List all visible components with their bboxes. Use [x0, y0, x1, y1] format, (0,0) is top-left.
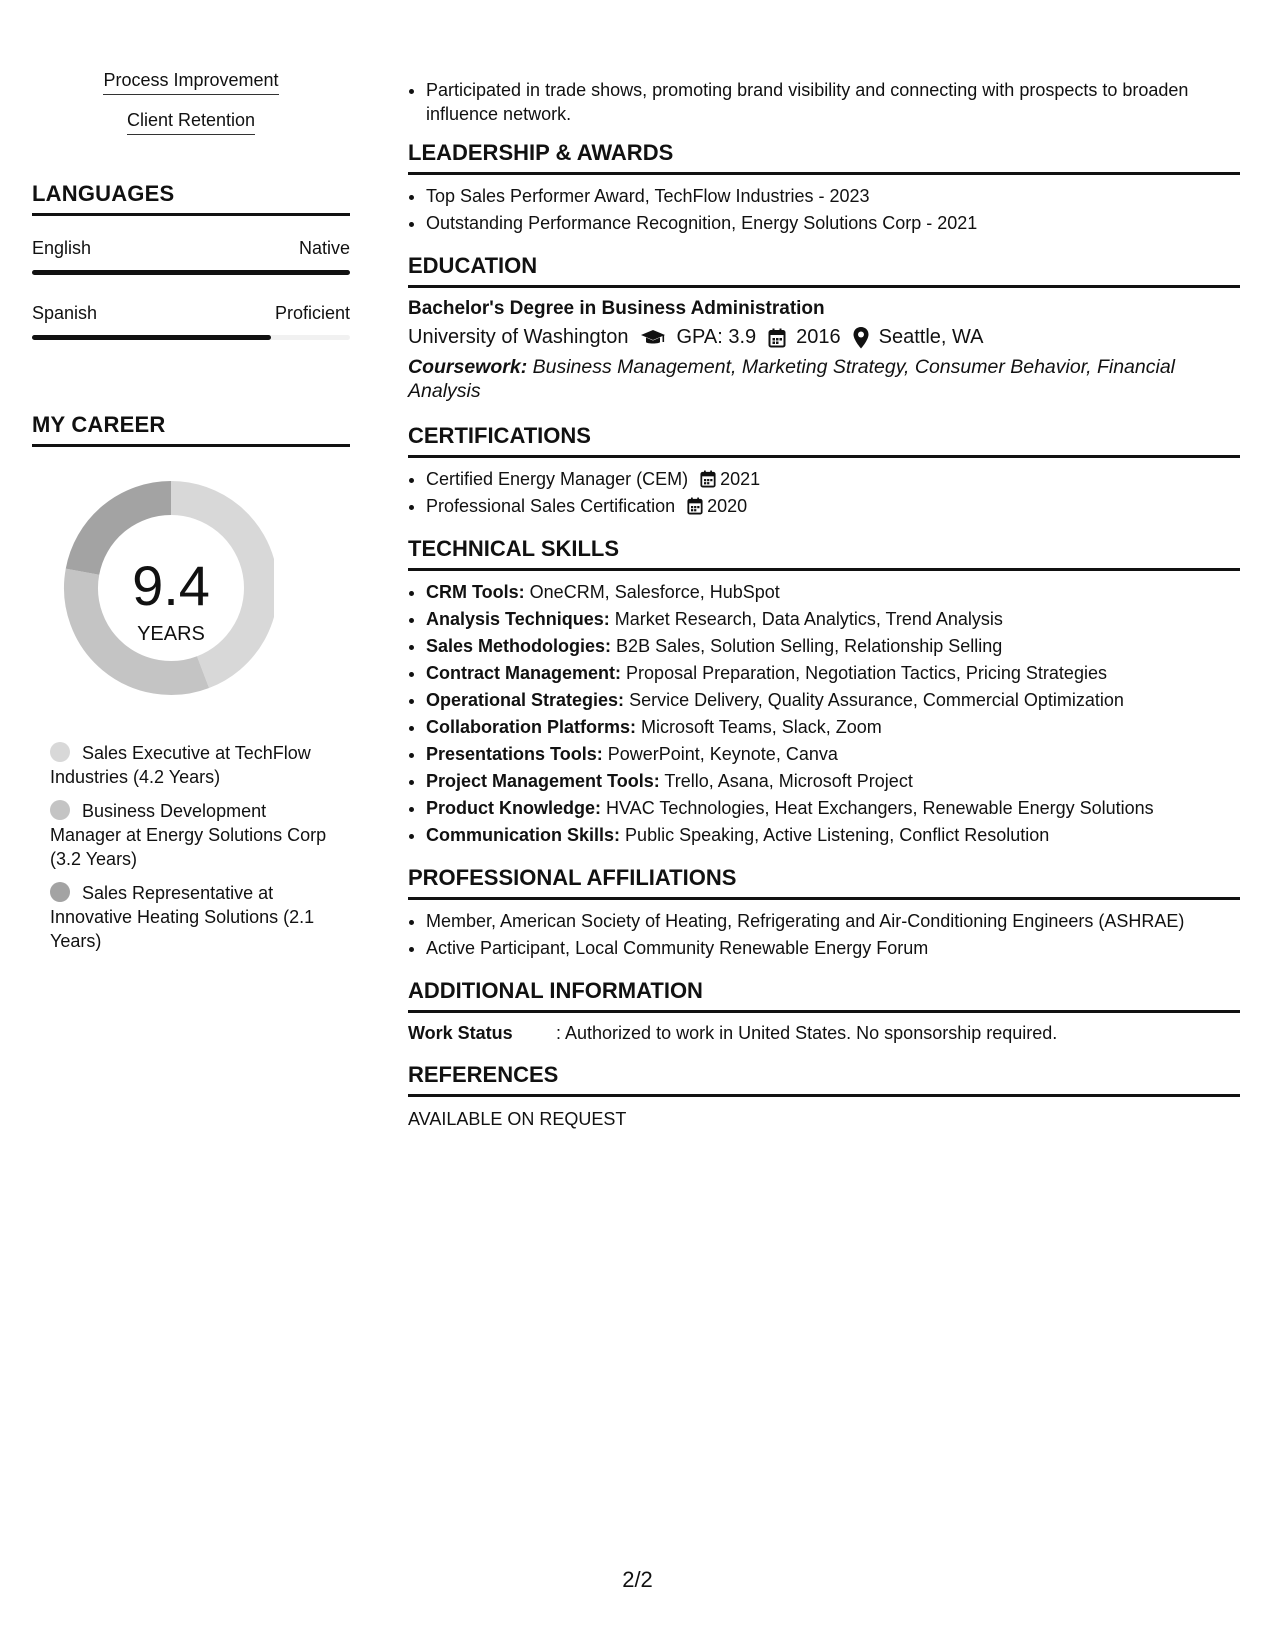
list-item: • Outstanding Performance Recognition, Energy Solutions Corp - 2021 [426, 210, 1240, 237]
languages-heading: LANGUAGES [32, 181, 350, 216]
language-row [32, 238, 350, 275]
education-section [408, 253, 1240, 403]
experience-continued-list [408, 78, 1240, 126]
language-bar-fill [32, 270, 350, 275]
skill-category: Sales Methodologies: [426, 636, 612, 656]
language-row [32, 303, 350, 340]
sidebar [32, 70, 350, 963]
language-bar [32, 270, 350, 275]
affiliations-section [408, 865, 1240, 962]
skill-values: Proposal Preparation, Negotiation Tactics, Pricing Strategies [626, 663, 1107, 683]
skill-category: Product Knowledge: [426, 798, 601, 818]
graduation-year: 2016 [796, 326, 841, 348]
language-bar-fill [32, 335, 271, 340]
language-level: Native [298, 238, 350, 258]
career-legend-item [50, 741, 330, 789]
skill-values: HVAC Technologies, Heat Exchangers, Renewable Energy Solutions [606, 798, 1154, 818]
list-item: • Member, American Society of Heating, Refrigerating and Air-Conditioning Engineers (ASHRAE) [426, 908, 1240, 935]
legend-dot-icon [50, 800, 70, 820]
technical-skills-section [408, 536, 1240, 849]
map-pin-icon [853, 327, 869, 349]
skill-values: B2B Sales, Solution Selling, Relationship Selling [616, 636, 1003, 656]
skill-values: Public Speaking, Active Listening, Conflict Resolution [625, 825, 1050, 845]
skill-values: PowerPoint, Keynote, Canva [607, 744, 838, 764]
language-name: Spanish [32, 303, 98, 323]
skill-category: Analysis Techniques: [426, 609, 610, 629]
graduation-cap-icon [640, 329, 666, 347]
career-legend-label: Sales Executive at TechFlow Industries (4.2 Years) [50, 743, 311, 787]
gpa: GPA: 3.9 [676, 326, 757, 348]
certification-year: 2020 [707, 496, 748, 516]
list-item [426, 579, 1240, 606]
section-heading: LEADERSHIP & AWARDS [408, 140, 1240, 175]
degree-title: Bachelor's Degree in Business Administration [408, 298, 825, 319]
certification-year: 2021 [720, 469, 761, 489]
career-legend-item [50, 881, 330, 953]
skill-tag [32, 110, 350, 135]
school-location: Seattle, WA [878, 326, 984, 348]
skill-values: OneCRM, Salesforce, HubSpot [529, 582, 780, 602]
calendar-icon [700, 470, 716, 488]
list-item [426, 633, 1240, 660]
calendar-icon [687, 497, 703, 515]
work-status-label: Work Status [408, 1023, 513, 1043]
section-heading: PROFESSIONAL AFFILIATIONS [408, 865, 1240, 900]
legend-dot-icon [50, 882, 70, 902]
skill-values: Service Delivery, Quality Assurance, Commercial Optimization [629, 690, 1124, 710]
list-item [426, 466, 1240, 493]
list-item [426, 741, 1240, 768]
list-item [426, 768, 1240, 795]
career-legend [32, 741, 350, 953]
section-heading: ADDITIONAL INFORMATION [408, 978, 1240, 1013]
references-section [408, 1062, 1240, 1130]
list-item [426, 493, 1240, 520]
additional-info-section [408, 978, 1240, 1044]
list-item: • Participated in trade shows, promoting brand visibility and connecting with prospects to broaden influence network. [426, 78, 1240, 126]
list-item [426, 795, 1240, 822]
certification-name: Certified Energy Manager (CEM) [426, 469, 689, 489]
language-level: Proficient [274, 303, 350, 323]
leadership-list [408, 183, 1240, 237]
language-bar [32, 335, 350, 340]
section-heading: EDUCATION [408, 253, 1240, 288]
skill-tag [32, 70, 350, 95]
work-status-row [408, 1023, 1240, 1044]
skill-category: Contract Management: [426, 663, 622, 683]
references-text: AVAILABLE ON REQUEST [408, 1109, 627, 1129]
coursework [408, 355, 1240, 403]
coursework-label: Coursework: [408, 356, 528, 378]
skill-category: Presentations Tools: [426, 744, 603, 764]
list-item [426, 687, 1240, 714]
calendar-icon [768, 328, 786, 348]
list-item [426, 822, 1240, 849]
skill-values: Trello, Asana, Microsoft Project [664, 771, 913, 791]
skill-category: CRM Tools: [426, 582, 525, 602]
career-unit: YEARS [137, 623, 205, 645]
education-details [408, 326, 1240, 349]
list-item [426, 714, 1240, 741]
work-status-value: : Authorized to work in United States. No sponsorship required. [556, 1023, 1058, 1043]
career-total: 9.4 [132, 554, 210, 617]
skill-tag-label: Client Retention [127, 110, 255, 135]
skill-category: Project Management Tools: [426, 771, 660, 791]
technical-skills-list [408, 579, 1240, 849]
career-legend-label: Business Development Manager at Energy Solutions Corp (3.2 Years) [50, 801, 327, 869]
section-heading: CERTIFICATIONS [408, 423, 1240, 458]
skill-category: Collaboration Platforms: [426, 717, 637, 737]
list-item [426, 660, 1240, 687]
section-heading: REFERENCES [408, 1062, 1240, 1097]
skill-category: Operational Strategies: [426, 690, 625, 710]
skill-values: Microsoft Teams, Slack, Zoom [641, 717, 882, 737]
skill-category: Communication Skills: [426, 825, 621, 845]
skill-values: Market Research, Data Analytics, Trend Analysis [614, 609, 1003, 629]
language-name: English [32, 238, 92, 258]
list-item: • Active Participant, Local Community Renewable Energy Forum [426, 935, 1240, 962]
coursework-list: Business Management, Marketing Strategy, Consumer Behavior, Financial Analysis [408, 356, 1175, 402]
skill-tag-label: Process Improvement [103, 70, 278, 95]
career-heading: MY CAREER [32, 412, 350, 447]
career-legend-item [50, 799, 330, 871]
certifications-list [408, 466, 1240, 520]
career-legend-label: Sales Representative at Innovative Heating Solutions (2.1 Years) [50, 883, 315, 951]
section-heading: TECHNICAL SKILLS [408, 536, 1240, 571]
leadership-section [408, 140, 1240, 237]
school-name: University of Washington [408, 326, 629, 348]
main-content [408, 70, 1240, 1130]
list-item [426, 606, 1240, 633]
affiliations-list [408, 908, 1240, 962]
page-number: 2/2 [622, 1567, 653, 1592]
list-item: • Top Sales Performer Award, TechFlow Industries - 2023 [426, 183, 1240, 210]
career-donut-chart [32, 481, 350, 721]
certification-name: Professional Sales Certification [426, 496, 676, 516]
certifications-section [408, 423, 1240, 520]
legend-dot-icon [50, 742, 70, 762]
